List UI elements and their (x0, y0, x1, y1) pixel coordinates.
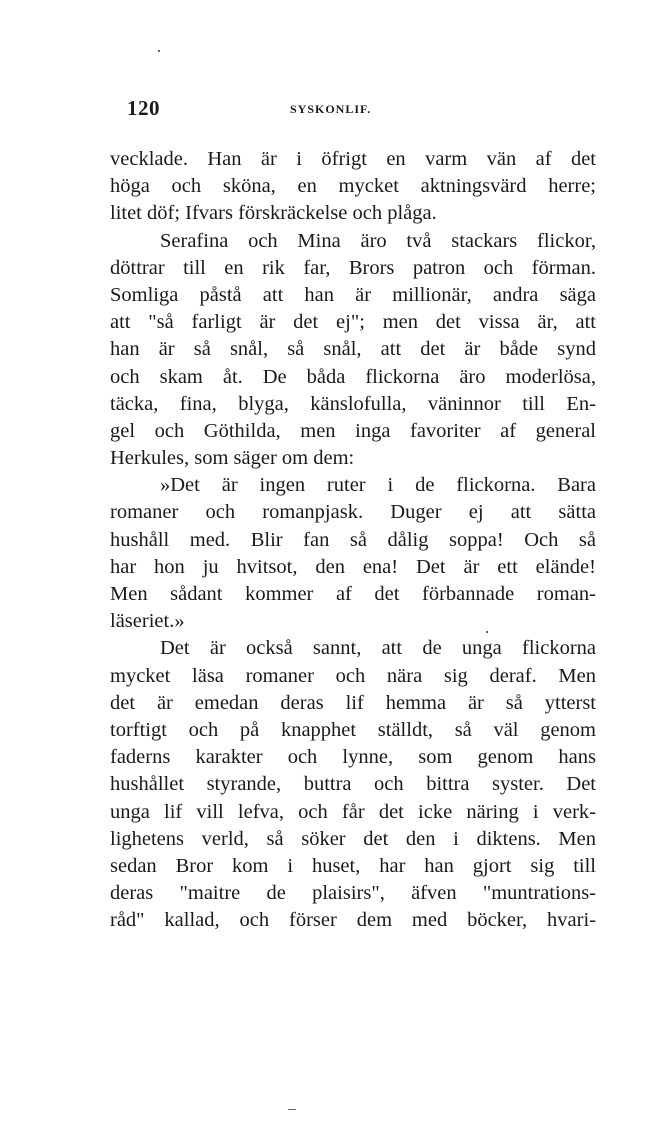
text-line: hushållet styrande, buttra och bittra syster. Det (110, 773, 596, 796)
page-number: 120 (127, 96, 160, 120)
text-line: han är så snål, så snål, att det är både synd (110, 338, 596, 361)
text-line: Somliga påstå att han är millionär, andra säga (110, 283, 596, 306)
text-line: gel och Göthilda, men inga favoriter af general (110, 419, 596, 442)
text-line: torftigt och på knapphet ställdt, så väl genom (110, 718, 596, 741)
text-line: mycket läsa romaner och nära sig deraf. Men (110, 664, 596, 687)
text-line: litet döf; Ifvars förskräckelse och plåga. (110, 202, 437, 225)
text-line: sedan Bror kom i huset, har han gjort sig till (110, 854, 596, 877)
text-line: »Det är ingen ruter i de flickorna. Bara (160, 474, 596, 497)
paper-speck (486, 631, 488, 633)
paper-speck (158, 50, 160, 52)
text-line: faderns karakter och lynne, som genom hans (110, 746, 596, 769)
text-line: unga lif vill lefva, och får det icke näring i verk- (110, 800, 596, 823)
running-title: SYSKONLIF. (290, 102, 372, 116)
text-line: vecklade. Han är i öfrigt en varm vän af det (110, 148, 596, 170)
text-line: har hon ju hvitsot, den ena! Det är ett elände! (110, 555, 596, 578)
text-line: hushåll med. Blir fan så dålig soppa! Och så (110, 528, 596, 551)
text-line: täcka, fina, blyga, känslofulla, väninnor till En- (110, 392, 596, 415)
text-line: döttrar till en rik far, Brors patron och förman. (110, 256, 596, 279)
text-line: råd" kallad, och förser dem med böcker, hvari- (110, 909, 596, 932)
text-line: läseriet.» (110, 610, 185, 633)
text-line: Men sådant kommer af det förbannade roman- (110, 583, 596, 605)
text-line: höga och sköna, en mycket aktningsvärd herre; (110, 175, 596, 198)
body-text (110, 146, 596, 934)
text-line: det är emedan deras lif hemma är så ytterst (110, 691, 596, 714)
text-line: romaner och romanpjask. Duger ej att sätta (110, 501, 596, 524)
text-line: att "så farligt är det ej"; men det vissa är, att (110, 311, 596, 334)
text-line: lighetens verld, så söker det den i diktens. Men (110, 827, 596, 850)
text-line: Herkules, som säger om dem: (110, 447, 355, 470)
text-line: Det är också sannt, att de unga flickorna (160, 637, 596, 660)
text-line: Serafina och Mina äro två stackars flickor, (160, 229, 596, 252)
paper-speck (288, 1109, 296, 1110)
text-line: och skam åt. De båda flickorna äro moderlösa, (110, 365, 596, 388)
text-line: deras "maitre de plaisirs", äfven "muntrations- (110, 882, 596, 905)
